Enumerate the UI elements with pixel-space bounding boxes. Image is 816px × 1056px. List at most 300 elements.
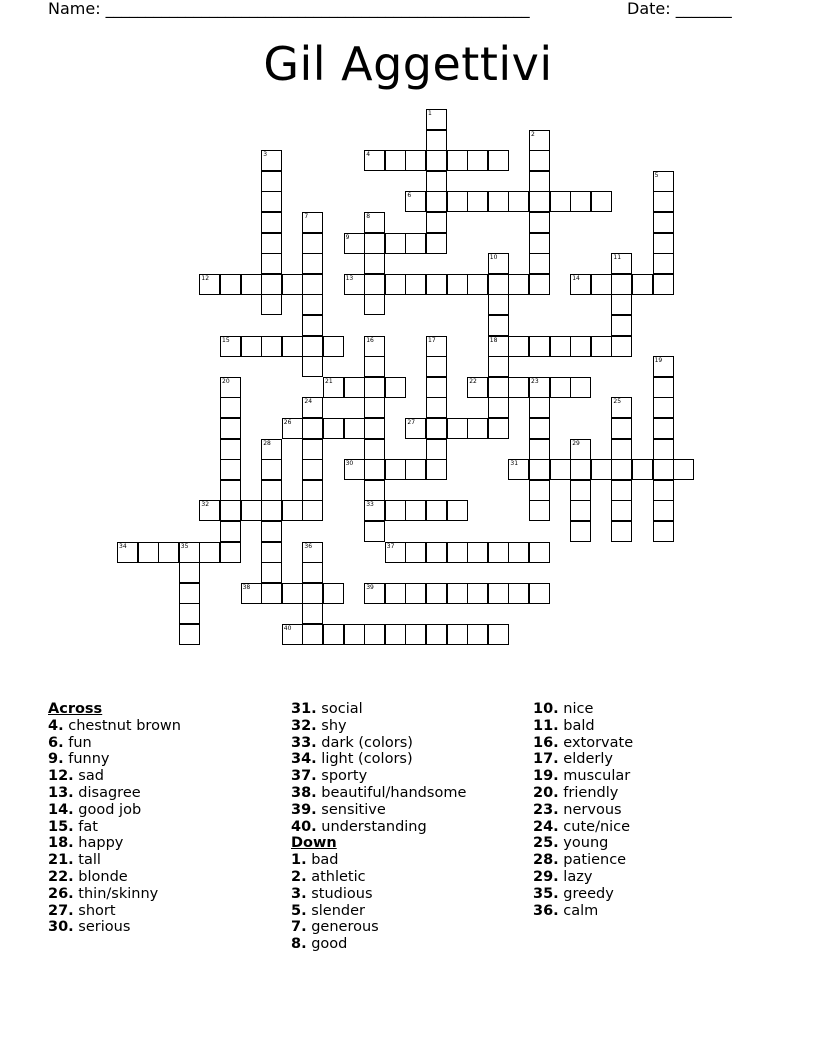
grid-cell[interactable] (653, 500, 674, 521)
grid-cell[interactable] (179, 583, 200, 604)
grid-cell[interactable] (364, 418, 385, 439)
grid-cell[interactable] (261, 294, 282, 315)
grid-cell[interactable] (179, 542, 200, 563)
grid-cell[interactable] (550, 191, 571, 212)
grid-cell[interactable] (261, 521, 282, 542)
grid-cell[interactable] (632, 274, 653, 295)
clue-across (291, 802, 466, 819)
grid-cell[interactable] (426, 439, 447, 460)
clue-num: 23. (533, 801, 559, 818)
grid-cell[interactable] (220, 377, 241, 398)
grid-cell[interactable] (138, 542, 159, 563)
clue-number: 13 (345, 274, 354, 282)
grid-cell[interactable] (302, 562, 323, 583)
clue-down (291, 919, 466, 936)
grid-cell[interactable] (282, 583, 303, 604)
grid-cell[interactable] (488, 315, 509, 336)
grid-cell[interactable] (653, 480, 674, 501)
grid-cell[interactable] (488, 150, 509, 171)
grid-cell[interactable] (302, 336, 323, 357)
clue-text: nervous (563, 801, 622, 818)
grid-cell[interactable] (653, 521, 674, 542)
grid-cell[interactable] (364, 274, 385, 295)
clue-num: 1. (291, 852, 307, 869)
grid-cell[interactable] (364, 500, 385, 521)
grid-cell[interactable] (591, 336, 612, 357)
grid-cell[interactable] (261, 583, 282, 604)
grid-cell[interactable] (467, 377, 488, 398)
grid-cell[interactable] (364, 624, 385, 645)
grid-cell[interactable] (653, 459, 674, 480)
grid-cell[interactable] (302, 212, 323, 233)
grid-cell[interactable] (632, 459, 653, 480)
clue-text: sensitive (321, 801, 386, 818)
grid-cell[interactable] (529, 150, 550, 171)
grid-cell[interactable] (426, 418, 447, 439)
grid-cell[interactable] (405, 274, 426, 295)
grid-cell[interactable] (447, 150, 468, 171)
grid-cell[interactable] (570, 521, 591, 542)
grid-cell[interactable] (261, 480, 282, 501)
grid-cell[interactable] (220, 336, 241, 357)
grid-cell[interactable] (261, 150, 282, 171)
clue-number: 26 (283, 419, 292, 426)
grid-cell[interactable] (426, 109, 447, 130)
grid-cell[interactable] (508, 274, 529, 295)
grid-cell[interactable] (364, 356, 385, 377)
grid-cell[interactable] (488, 418, 509, 439)
grid-cell[interactable] (302, 397, 323, 418)
grid-cell[interactable] (261, 542, 282, 563)
clue-num: 8. (291, 936, 307, 953)
grid-cell[interactable] (405, 542, 426, 563)
grid-cell[interactable] (508, 583, 529, 604)
grid-cell[interactable] (653, 191, 674, 212)
grid-cell[interactable] (302, 480, 323, 501)
clue-num: 24. (533, 818, 559, 835)
clue-text: nice (563, 701, 594, 717)
page-title: Gil Aggettivi (263, 37, 553, 91)
grid-cell[interactable] (426, 500, 447, 521)
clue-number: 1 (428, 110, 432, 117)
clue-text: lazy (563, 868, 593, 885)
grid-cell[interactable] (447, 191, 468, 212)
grid-cell[interactable] (405, 583, 426, 604)
clue-text: thin/skinny (78, 885, 159, 902)
grid-cell[interactable] (447, 583, 468, 604)
clue-num: 27. (48, 902, 74, 919)
grid-cell[interactable] (488, 624, 509, 645)
grid-cell[interactable] (488, 294, 509, 315)
grid-cell[interactable] (364, 521, 385, 542)
grid-cell[interactable] (344, 459, 365, 480)
grid-cell[interactable] (364, 377, 385, 398)
grid-cell[interactable] (405, 459, 426, 480)
grid-cell[interactable] (302, 459, 323, 480)
grid-cell[interactable] (467, 418, 488, 439)
grid-cell[interactable] (385, 274, 406, 295)
grid-cell[interactable] (611, 315, 632, 336)
grid-cell[interactable] (241, 500, 262, 521)
clue-text: short (78, 902, 116, 919)
grid-cell[interactable] (529, 439, 550, 460)
clue-down (533, 802, 633, 819)
grid-cell[interactable] (220, 521, 241, 542)
grid-cell[interactable] (241, 336, 262, 357)
clue-down (533, 785, 633, 802)
grid-cell[interactable] (302, 603, 323, 624)
grid-cell[interactable] (550, 459, 571, 480)
grid-cell[interactable] (385, 624, 406, 645)
grid-cell[interactable] (529, 542, 550, 563)
grid-cell[interactable] (364, 439, 385, 460)
grid-cell[interactable] (385, 583, 406, 604)
clue-across (291, 785, 466, 802)
grid-cell[interactable] (220, 418, 241, 439)
grid-cell[interactable] (611, 336, 632, 357)
grid-cell[interactable] (364, 233, 385, 254)
grid-cell[interactable] (302, 624, 323, 645)
clue-text: understanding (321, 818, 427, 835)
grid-cell[interactable] (508, 542, 529, 563)
clue-num: 11. (533, 717, 559, 734)
grid-cell[interactable] (653, 253, 674, 274)
grid-cell[interactable] (302, 274, 323, 295)
grid-cell[interactable] (282, 500, 303, 521)
grid-cell[interactable] (529, 336, 550, 357)
grid-cell[interactable] (529, 418, 550, 439)
grid-cell[interactable] (467, 274, 488, 295)
clue-text: sporty (321, 768, 368, 785)
grid-cell[interactable] (179, 624, 200, 645)
grid-cell[interactable] (467, 191, 488, 212)
clue-text: light (colors) (321, 751, 413, 768)
grid-cell[interactable] (488, 397, 509, 418)
clue-num: 31. (291, 701, 317, 717)
grid-cell[interactable] (611, 274, 632, 295)
clue-text: fun (68, 734, 92, 751)
grid-cell[interactable] (529, 253, 550, 274)
grid-cell[interactable] (302, 542, 323, 563)
grid-cell[interactable] (426, 356, 447, 377)
grid-cell[interactable] (261, 562, 282, 583)
grid-cell[interactable] (344, 624, 365, 645)
clue-number: 12 (201, 274, 210, 282)
grid-cell[interactable] (447, 500, 468, 521)
clue-number: 6 (407, 192, 412, 200)
grid-cell[interactable] (261, 171, 282, 192)
grid-cell[interactable] (385, 500, 406, 521)
grid-cell[interactable] (302, 583, 323, 604)
grid-cell[interactable] (302, 439, 323, 460)
clue-num: 22. (48, 868, 74, 885)
grid-cell[interactable] (673, 459, 694, 480)
grid-cell[interactable] (611, 253, 632, 274)
grid-cell[interactable] (529, 212, 550, 233)
clue-number: 30 (345, 460, 354, 468)
clue-across (291, 718, 466, 735)
grid-cell[interactable] (302, 356, 323, 377)
name-line: Name: _____________________________________________________ (48, 0, 530, 18)
clue-text: friendly (563, 784, 619, 801)
grid-cell[interactable] (241, 583, 262, 604)
clue-down (533, 886, 633, 903)
grid-cell[interactable] (653, 439, 674, 460)
clue-number: 15 (222, 336, 230, 344)
clue-number: 22 (469, 377, 477, 385)
grid-cell[interactable] (529, 583, 550, 604)
grid-cell[interactable] (653, 377, 674, 398)
grid-cell[interactable] (508, 191, 529, 212)
grid-cell[interactable] (570, 459, 591, 480)
grid-cell[interactable] (323, 336, 344, 357)
grid-cell[interactable] (220, 542, 241, 563)
grid-cell[interactable] (364, 397, 385, 418)
grid-cell[interactable] (179, 562, 200, 583)
grid-cell[interactable] (508, 336, 529, 357)
grid-cell[interactable] (364, 253, 385, 274)
grid-cell[interactable] (611, 439, 632, 460)
clue-num: 32. (291, 717, 317, 734)
clue-down (533, 735, 633, 752)
grid-cell[interactable] (426, 171, 447, 192)
grid-cell[interactable] (323, 583, 344, 604)
grid-cell[interactable] (447, 418, 468, 439)
grid-cell[interactable] (529, 130, 550, 151)
grid-cell[interactable] (364, 294, 385, 315)
grid-cell[interactable] (282, 624, 303, 645)
grid-cell[interactable] (405, 624, 426, 645)
grid-cell[interactable] (199, 500, 220, 521)
grid-cell[interactable] (261, 233, 282, 254)
grid-cell[interactable] (405, 191, 426, 212)
clue-num: 20. (533, 784, 559, 801)
clue-num: 28. (533, 852, 559, 869)
grid-cell[interactable] (385, 459, 406, 480)
grid-cell[interactable] (261, 459, 282, 480)
grid-cell[interactable] (261, 439, 282, 460)
grid-cell[interactable] (529, 459, 550, 480)
grid-cell[interactable] (405, 418, 426, 439)
grid-cell[interactable] (447, 542, 468, 563)
clue-num: 34. (291, 751, 317, 768)
grid-cell[interactable] (364, 336, 385, 357)
grid-cell[interactable] (323, 624, 344, 645)
grid-cell[interactable] (426, 150, 447, 171)
grid-cell[interactable] (529, 377, 550, 398)
grid-cell[interactable] (570, 500, 591, 521)
grid-cell[interactable] (488, 253, 509, 274)
grid-cell[interactable] (385, 377, 406, 398)
grid-cell[interactable] (447, 274, 468, 295)
grid-cell[interactable] (426, 336, 447, 357)
grid-cell[interactable] (467, 624, 488, 645)
grid-cell[interactable] (199, 274, 220, 295)
grid-cell[interactable] (220, 480, 241, 501)
grid-cell[interactable] (426, 583, 447, 604)
clue-text: young (563, 835, 609, 852)
clue-number: 3 (263, 151, 268, 159)
grid-cell[interactable] (488, 356, 509, 377)
grid-cell[interactable] (302, 418, 323, 439)
grid-cell[interactable] (508, 459, 529, 480)
grid-cell[interactable] (426, 397, 447, 418)
grid-cell[interactable] (570, 191, 591, 212)
grid-cell[interactable] (179, 603, 200, 624)
grid-cell[interactable] (591, 274, 612, 295)
grid-cell[interactable] (488, 191, 509, 212)
grid-cell[interactable] (611, 294, 632, 315)
grid-cell[interactable] (302, 253, 323, 274)
grid-cell[interactable] (529, 480, 550, 501)
grid-cell[interactable] (529, 397, 550, 418)
grid-cell[interactable] (282, 418, 303, 439)
grid-cell[interactable] (385, 150, 406, 171)
grid-cell[interactable] (261, 212, 282, 233)
grid-cell[interactable] (405, 150, 426, 171)
grid-cell[interactable] (426, 212, 447, 233)
grid-cell[interactable] (364, 583, 385, 604)
grid-cell[interactable] (426, 191, 447, 212)
grid-cell[interactable] (570, 439, 591, 460)
grid-cell[interactable] (467, 542, 488, 563)
grid-cell[interactable] (323, 418, 344, 439)
grid-cell[interactable] (220, 500, 241, 521)
clue-down (291, 936, 466, 953)
grid-cell[interactable] (344, 233, 365, 254)
grid-cell[interactable] (220, 459, 241, 480)
grid-cell[interactable] (447, 624, 468, 645)
clue-text: serious (78, 919, 131, 936)
grid-cell[interactable] (302, 233, 323, 254)
grid-cell[interactable] (241, 274, 262, 295)
clue-across (48, 869, 181, 886)
grid-cell[interactable] (467, 150, 488, 171)
grid-cell[interactable] (323, 377, 344, 398)
grid-cell[interactable] (550, 377, 571, 398)
grid-cell[interactable] (426, 459, 447, 480)
grid-cell[interactable] (570, 480, 591, 501)
grid-cell[interactable] (199, 542, 220, 563)
grid-cell[interactable] (529, 171, 550, 192)
grid-cell[interactable] (426, 274, 447, 295)
grid-cell[interactable] (611, 521, 632, 542)
grid-cell[interactable] (467, 583, 488, 604)
grid-cell[interactable] (364, 212, 385, 233)
grid-cell[interactable] (653, 233, 674, 254)
grid-cell[interactable] (653, 356, 674, 377)
clue-num: 35. (533, 885, 559, 902)
grid-cell[interactable] (282, 336, 303, 357)
grid-cell[interactable] (302, 315, 323, 336)
grid-cell[interactable] (261, 253, 282, 274)
clue-number: 19 (654, 357, 663, 365)
grid-cell[interactable] (426, 542, 447, 563)
grid-cell[interactable] (405, 233, 426, 254)
clue-across (291, 768, 466, 785)
grid-cell[interactable] (653, 274, 674, 295)
grid-cell[interactable] (282, 274, 303, 295)
grid-cell[interactable] (344, 418, 365, 439)
grid-cell[interactable] (488, 583, 509, 604)
clue-num: 16. (533, 734, 559, 751)
date-line: Date: _______ (627, 0, 732, 18)
grid-cell[interactable] (488, 274, 509, 295)
grid-cell[interactable] (364, 150, 385, 171)
grid-cell[interactable] (364, 459, 385, 480)
clue-text: beautiful/handsome (321, 784, 467, 801)
grid-cell[interactable] (220, 439, 241, 460)
grid-cell[interactable] (529, 191, 550, 212)
grid-cell[interactable] (529, 500, 550, 521)
grid-cell[interactable] (158, 542, 179, 563)
clue-down (533, 768, 633, 785)
grid-cell[interactable] (220, 274, 241, 295)
grid-cell[interactable] (302, 500, 323, 521)
grid-cell[interactable] (570, 377, 591, 398)
grid-cell[interactable] (344, 377, 365, 398)
grid-cell[interactable] (261, 191, 282, 212)
clue-num: 18. (48, 835, 74, 852)
grid-cell[interactable] (591, 191, 612, 212)
clue-num: 21. (48, 852, 74, 869)
clue-text: good job (78, 801, 142, 818)
grid-cell[interactable] (302, 294, 323, 315)
grid-cell[interactable] (261, 336, 282, 357)
grid-cell[interactable] (117, 542, 138, 563)
clue-num: 6. (48, 734, 64, 751)
grid-cell[interactable] (570, 274, 591, 295)
grid-cell[interactable] (550, 336, 571, 357)
grid-cell[interactable] (611, 500, 632, 521)
grid-cell[interactable] (261, 500, 282, 521)
grid-cell[interactable] (611, 480, 632, 501)
grid-cell[interactable] (529, 233, 550, 254)
grid-cell[interactable] (426, 233, 447, 254)
grid-cell[interactable] (570, 336, 591, 357)
clue-across (48, 785, 181, 802)
grid-cell[interactable] (385, 233, 406, 254)
grid-cell[interactable] (611, 397, 632, 418)
grid-cell[interactable] (261, 274, 282, 295)
grid-cell[interactable] (653, 171, 674, 192)
grid-cell[interactable] (488, 377, 509, 398)
grid-cell[interactable] (653, 397, 674, 418)
grid-cell[interactable] (385, 542, 406, 563)
grid-cell[interactable] (426, 130, 447, 151)
clue-down (291, 852, 466, 869)
grid-cell[interactable] (344, 274, 365, 295)
clue-num: 26. (48, 885, 74, 902)
grid-cell[interactable] (508, 377, 529, 398)
grid-cell[interactable] (529, 274, 550, 295)
grid-cell[interactable] (364, 480, 385, 501)
grid-cell[interactable] (405, 500, 426, 521)
grid-cell[interactable] (488, 336, 509, 357)
down-heading: Down (291, 835, 337, 852)
grid-cell[interactable] (591, 459, 612, 480)
grid-cell[interactable] (488, 542, 509, 563)
clue-number: 25 (613, 398, 622, 406)
grid-cell[interactable] (611, 418, 632, 439)
grid-cell[interactable] (611, 459, 632, 480)
grid-cell[interactable] (653, 418, 674, 439)
grid-cell[interactable] (426, 377, 447, 398)
grid-cell[interactable] (220, 397, 241, 418)
grid-cell[interactable] (653, 212, 674, 233)
clue-column-3 (533, 701, 633, 919)
grid-cell[interactable] (426, 624, 447, 645)
